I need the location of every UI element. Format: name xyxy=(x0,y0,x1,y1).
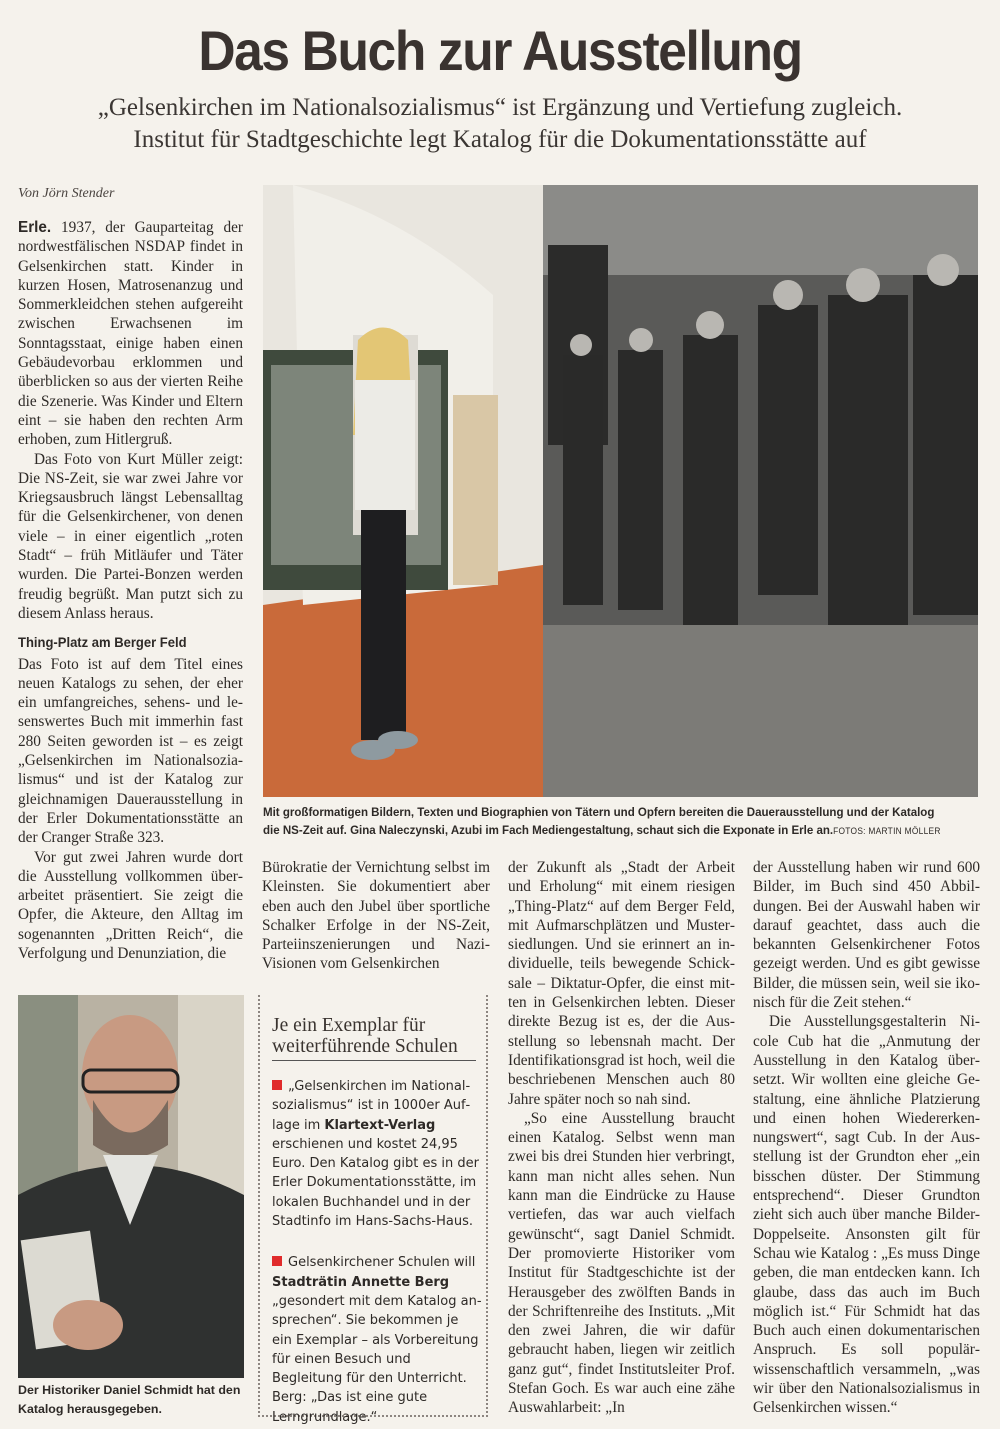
publisher-name: Klartext-Verlag xyxy=(324,1117,436,1133)
bullet-square-icon xyxy=(272,1080,282,1090)
article-column-1 xyxy=(18,218,243,963)
caption-line: Mit großformatigen Bildern, Texten und Biographien von Tätern und Opfern bereiten die Dauerausstellung und der Katalog xyxy=(263,805,935,819)
article-column-4 xyxy=(753,858,980,1418)
person-name: Stadträtin Annette Berg xyxy=(272,1274,450,1290)
info-text: erschienen und kostet 24,95 Euro. Den Katalog gibt es in der Erler Dokumentationsstätte, im lokalen Buchhandel und in der Stadtinfo im Hans-Sachs-Haus. xyxy=(272,1136,479,1230)
dateline: Erle. xyxy=(18,219,52,236)
paragraph: der Ausstellung haben wir rund 600 Bilder, im Buch sind 450 Abbildungen. Bei der Auswahl haben wir darauf geachtet, dass auch die bekannten Gelsenkirchener Fotos gezeigt werden. Und es gibt gewisse Bilder, die müssen sein, weil sie ikonisch für die Zeit stehen.“ xyxy=(753,859,980,1012)
paragraph: Das Foto ist auf dem Titel eines neuen Katalogs zu sehen, der eher ein umfangreiches, sehens- und lesenswertes Buch mit immerhin fast 280 Seiten geworden ist – es zeigt „Gelsenkirchen im Nationalsozialismus“ und ist der Katalog zur gleichnamigen Dauerausstellung in der Erler Dokumentationsstätte an der Cranger Straße 323. xyxy=(18,655,243,847)
exhibition-photo-image xyxy=(263,185,978,797)
paragraph: Vor gut zwei Jahren wurde dort die Ausstellung vollkommen überarbeitet präsentiert. Sie zeigt die Opfer, die Akteure, den Alltag im sogenannten „Dritten Reich“, die Verfolgung und Denunziation, die xyxy=(18,848,243,962)
historian-photo-caption: Der Historiker Daniel Schmidt hat den Katalog herausgegeben. xyxy=(18,1383,241,1416)
info-text: „gesondert mit dem Katalog ansprechen“. Sie bekommen je ein Exemplar – als Vorbereitung für einen Besuch und Begleitung für den Unterricht. Berg: „Das ist eine gute Lerngrundlage.“ xyxy=(272,1293,482,1425)
paragraph-text: 1937, der Gauparteitag der nordwestfälischen NSDAP findet in Gelsenkirchen statt. Kinder in kurzen Hosen, Matrosenanzug und Sommerkleidchen stehen aufgereiht zwischen Erwachsenen im Sonntagsstaat, einige haben einen Gebäudevorbau erklommen und überblicken so aus der vierten Reihe die Szenerie. Was Kinder und Eltern eint – sie haben den rechten Arm erhoben, zum Hitlergruß. xyxy=(18,219,243,449)
subtitle-line: Institut für Stadtgeschichte legt Katalog für die Dokumentationsstätte auf xyxy=(133,126,867,153)
paragraph: Das Foto von Kurt Müller zeigt: Die NS-Zeit, sie war zwei Jahre vor Kriegsausbruch längst Lebensalltag für die Gelsenkirchener, von denen viele – in einer eigentlich „roten Stadt“ – früh Mitläufer und Täter wurden. Die Partei-Bonzen werden freudig begrüßt. Man putzt sich zu diesem Anlass heraus. xyxy=(18,450,243,622)
exhibition-photo xyxy=(263,185,978,797)
photo-credit: FOTOS: MARTIN MÖLLER xyxy=(833,826,941,836)
headline: Das Buch zur Ausstellung xyxy=(198,19,802,82)
info-text: „Gelsenkirchen im Nationalsozialismus“ ist in 1000er Auflage im xyxy=(272,1079,471,1133)
caption-line: die NS-Zeit auf. Gina Naleczynski, Azubi im Fach Mediengestaltung, schaut sich die Exponate in Erle an. xyxy=(263,823,834,837)
paragraph: „So eine Ausstellung braucht einen Katalog. Selbst wenn man zwei bis drei Stunden hier verbringt, kann man nicht alles sehen. Nun kann man die Eindrücke zu Hause vertiefen, das war auch vielfach gewünscht“, sagt Daniel Schmidt. Der promovierte Historiker vom Institut für Stadtgeschichte ist der Herausgeber des zwölften Bands in der Schriftenreihe des Instituts. „Mit den zwei Jahren, die wir dafür gebraucht haben, liegen wir zeitlich ganz gut“, findet Institutsleiter Prof. Stefan Goch. Es war auch eine zähe Auswahlarbeit: „In xyxy=(508,1109,735,1417)
paragraph xyxy=(18,218,243,450)
byline: Von Jörn Stender xyxy=(18,186,115,201)
article-column-2 xyxy=(262,858,490,974)
info-item xyxy=(272,1253,482,1427)
paragraph: Bürokratie der Vernichtung selbst im Kleinsten. Sie dokumentiert aber eben auch den Jubel über sportliche Schalker Erfolge in der NS-Zeit, Parteiinszenierungen und Nazi-Visionen vom Gelsenkirchen xyxy=(262,859,490,973)
subtitle-line: „Gelsenkirchen im Nationalsozialismus“ ist Ergänzung und Vertiefung zugleich. xyxy=(97,94,903,121)
subtitle xyxy=(20,92,980,156)
photo-caption xyxy=(263,803,941,840)
bullet-square-icon xyxy=(272,1256,282,1266)
subheading: Thing-Platz am Berger Feld xyxy=(18,634,187,651)
info-box-title: Je ein Exemplar für weiterführende Schulen xyxy=(272,1015,476,1061)
info-item xyxy=(272,1077,482,1231)
info-box xyxy=(258,995,488,1425)
historian-photo xyxy=(18,995,244,1378)
paragraph: der Zukunft als „Stadt der Arbeit und Erholung“ mit einem riesigen „Thing-Platz“ auf dem Berger Feld, mit Aufmarschplätzen und Mustersiedlungen. Und sie erinnert an individuelle, teils bewegende Schicksale – Diktatur-Opfer, die einst mitten in Gelsenkirchen lebten. Dieser direkte Bezug ist es, der die Ausstellung so lebensnah macht. Der Identifikationsgrad ist hoch, weil die beschriebenen Menschen auch 80 Jahre später noch so nah sind. xyxy=(508,859,735,1108)
article-column-3 xyxy=(508,858,735,1418)
historian-photo-image xyxy=(18,995,244,1378)
paragraph: Die Ausstellungsgestalterin Nicole Cub hat die „Anmutung der Ausstellung in den Katalog übersetzt. Wir wollten eine gleiche Gestaltung, eine ähnliche Platzierung und einen hohen Wiedererkennungswert“, sagt Cub. In der Ausstellung ist der Grundton eher „ein bisschen düster. Der Stimmung entsprechend“. Dieser Grundton zieht sich auch über manche Bilder-Doppelseite. Ansonsten gilt für Schau wie Katalog : „Es muss Dinge geben, die man entdecken kann. Ich glaube, dass das auch im Buch möglich ist.“ Für Schmidt hat das Buch auch einen dokumentarischen Anspruch. Es soll populärwissenschaftlich versammeln, „was wir über den Nationalsozialismus in Gelsenkirchen wissen.“ xyxy=(753,1013,980,1417)
info-text: Gelsenkirchener Schulen will xyxy=(288,1255,476,1271)
